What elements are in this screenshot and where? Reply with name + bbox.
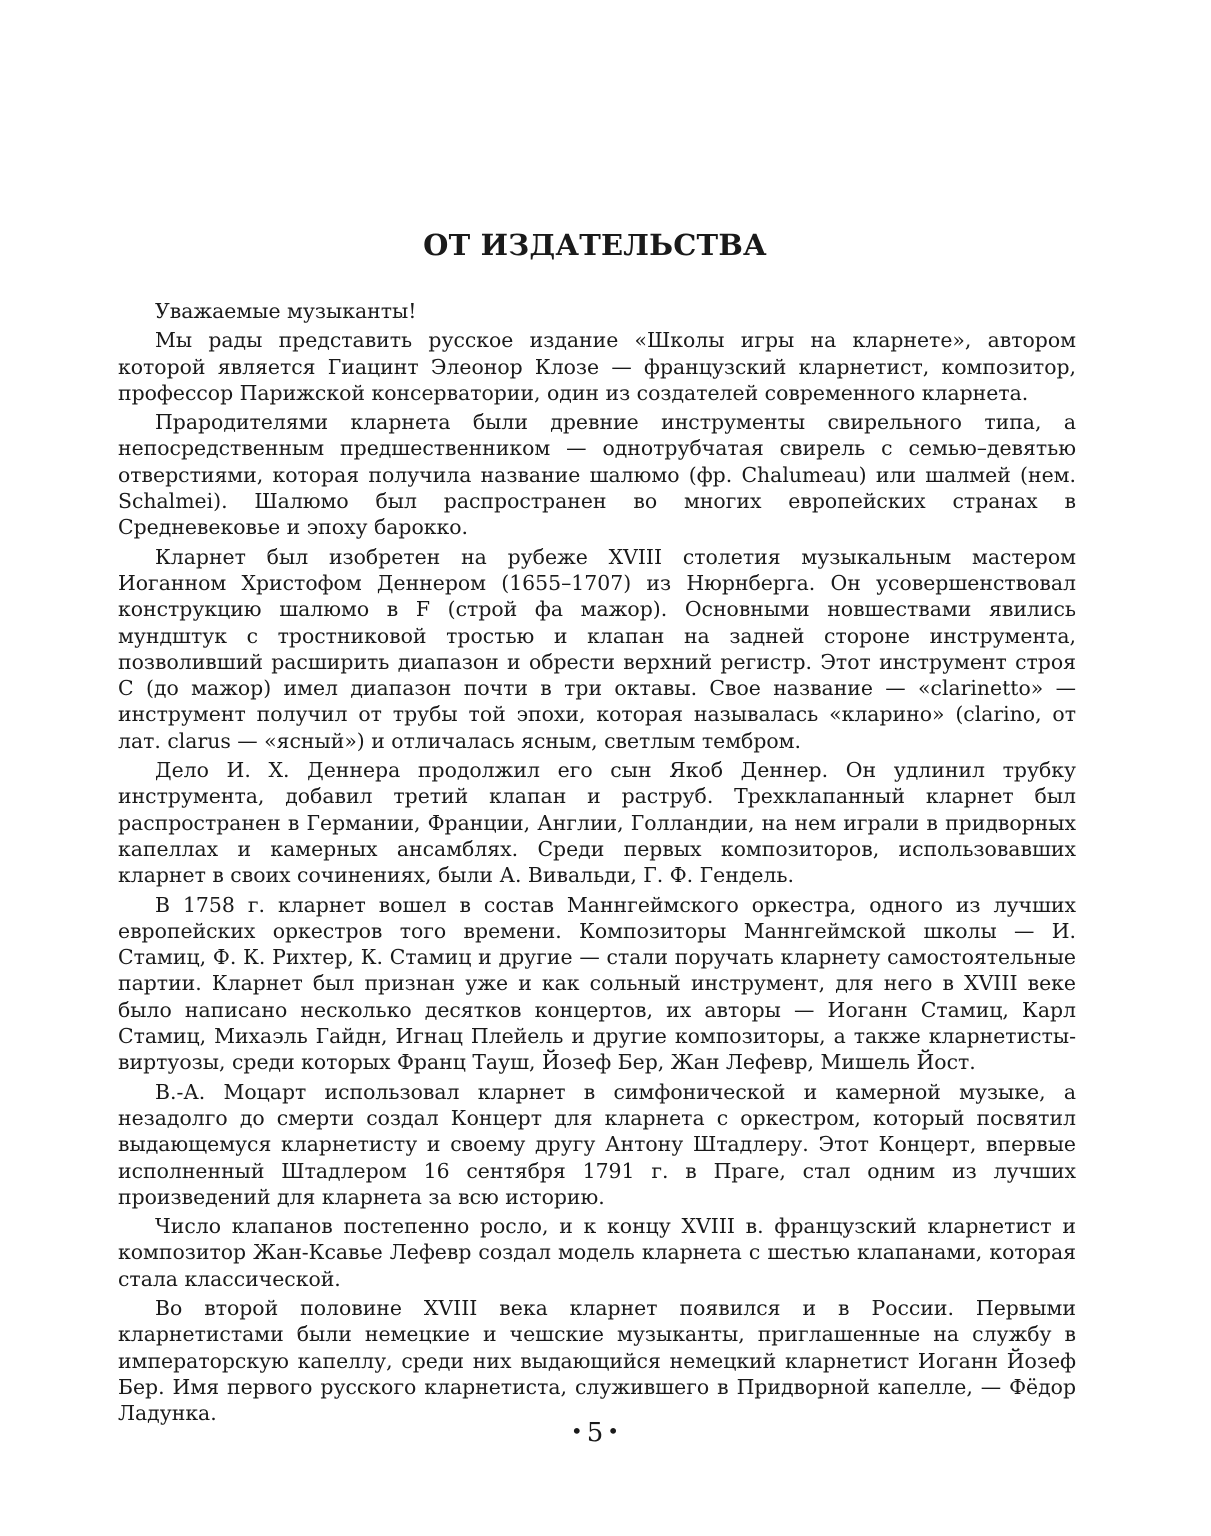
paragraph-8: Во второй половине XVIII века кларнет появился и в России. Первыми кларнетистами были немецкие и чешские музыканты, приглашенные на службу в императорскую капеллу, среди них выдающийся немецкий кларнетист Иоганн Йозеф Бер. Имя первого русского кларнетиста, служившего в Придворной капелле, — Фёдор Ладунка.	[118, 1295, 1076, 1426]
page-number: 5	[586, 1418, 604, 1448]
page-number-footer	[0, 1418, 1190, 1448]
preface-body	[118, 298, 1076, 1429]
paragraph-1: Мы рады представить русское издание «Школы игры на кларнете», автором которой является Гиацинт Элеонор Клозе — французский кларнетист, композитор, профессор Парижской консерватории, один из создателей современного кларнета.	[118, 328, 1076, 405]
paragraph-3: Кларнет был изобретен на рубеже XVIII столетия музыкальным мастером Иоганном Христофом Деннером (1655–1707) из Нюрнберга. Он усовершенствовал конструкцию шалюмо в F (строй фа мажор). Основными новшествами явились мундштук с тростниковой тростью и клапан на задней стороне инструмента, позволивший расширить диапазон и обрести верхний регистр. Этот инструмент строя С (до мажор) имел диапазон почти в три октавы. Свое название — «clarinetto» — инструмент получил от трубы той эпохи, которая называлась «кларино» (clarino, от лат. clarus — «ясный») и отличалась ясным, светлым тембром.	[118, 544, 1076, 753]
paragraph-6: В.-А. Моцарт использовал кларнет в симфонической и камерной музыке, а незадолго до смерти создал Концерт для кларнета с оркестром, который посвятил выдающемуся кларнетисту и своему другу Антону Штадлеру. Этот Концерт, впервые исполненный Штадлером 16 сентября 1791 г. в Праге, стал одним из лучших произведений для кларнета за всю историю.	[118, 1079, 1076, 1209]
bullet-right: •	[607, 1419, 620, 1443]
greeting: Уважаемые музыканты!	[155, 299, 417, 323]
bullet-left: •	[570, 1419, 583, 1443]
paragraph-4: Дело И. Х. Деннера продолжил его сын Якоб Деннер. Он удлинил трубку инструмента, добавил третий клапан и раструб. Трехклапанный кларнет был распространен в Германии, Франции, Англии, Голландии, на нем играли в придворных капеллах и камерных ансамблях. Среди первых композиторов, использовавших кларнет в своих сочинениях, были А. Вивальди, Г. Ф. Гендель.	[118, 758, 1076, 888]
page-title: ОТ ИЗДАТЕЛЬСТВА	[423, 228, 767, 262]
paragraph-2: Прародителями кларнета были древние инструменты свирельного типа, а непосредственным предшественником — однотрубчатая свирель с семью–девятью отверстиями, которая получила название шалюмо (фр. Chalumeau) или шалмей (нем. Schalmei). Шалюмо был распространен во многих европейских странах в Средневековье и эпоху барокко.	[118, 410, 1076, 540]
paragraph-5: В 1758 г. кларнет вошел в состав Маннгеймского оркестра, одного из лучших европейских оркестров того времени. Композиторы Маннгеймской школы — И. Стамиц, Ф. К. Рихтер, К. Стамиц и другие — стали поручать кларнету самостоятельные партии. Кларнет был признан уже и как сольный инструмент, для него в XVIII веке было написано несколько десятков концертов, их авторы — Иоганн Стамиц, Карл Стамиц, Михаэль Гайдн, Игнац Плейель и другие композиторы, а также кларнетисты-виртуозы, среди которых Франц Тауш, Йозеф Бер, Жан Лефевр, Мишель Йост.	[118, 892, 1076, 1075]
paragraph-7: Число клапанов постепенно росло, и к концу XVIII в. французский кларнетист и композитор Жан-Ксавье Лефевр создал модель кларнета с шестью клапанами, которая стала классической.	[118, 1214, 1076, 1291]
